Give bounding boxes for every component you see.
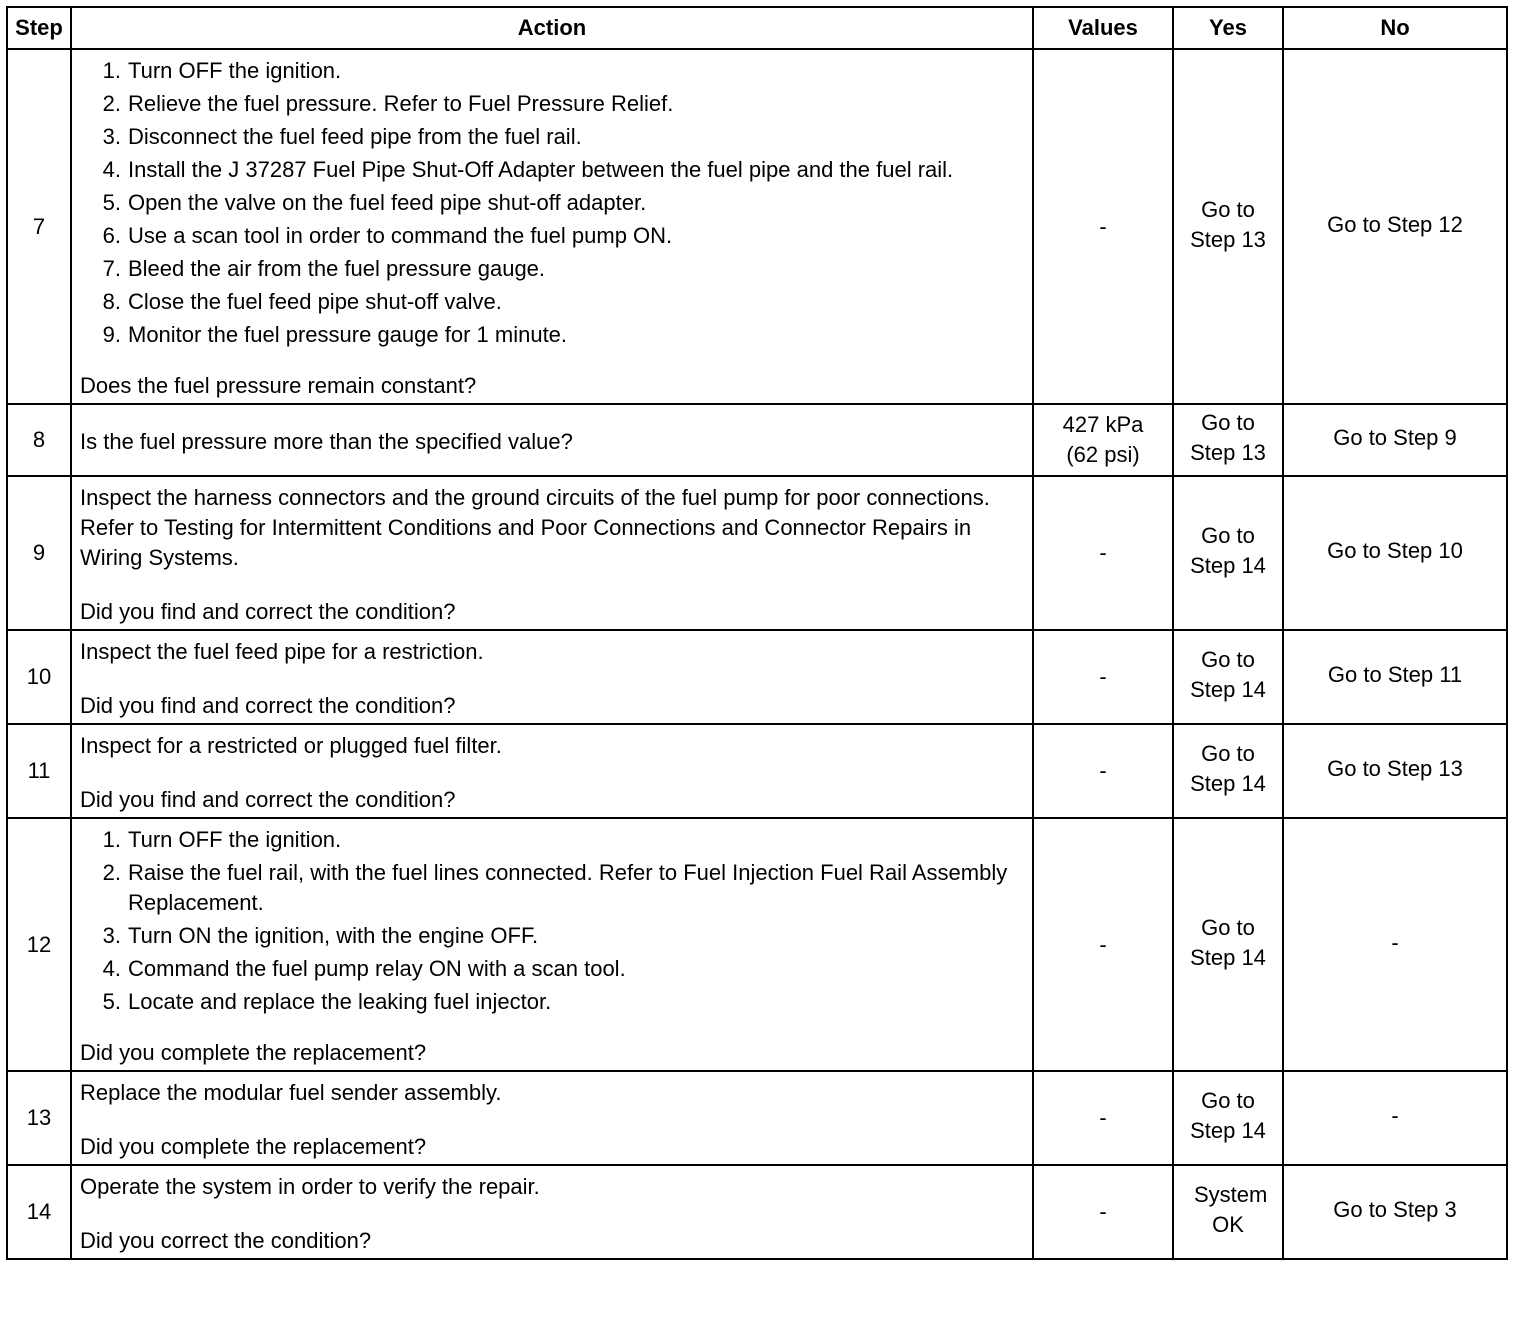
no-link[interactable]: Go to Step 11: [1327, 662, 1463, 687]
action-cell: [71, 724, 1033, 818]
yes-link[interactable]: Go to Step 14: [1190, 647, 1266, 702]
list-item: Locate and replace the leaking fuel injector.: [128, 989, 552, 1014]
header-no: No: [1283, 7, 1507, 49]
no-link[interactable]: Go to Step 3: [1333, 1197, 1457, 1222]
action-list: [80, 56, 1024, 350]
action-cell: [71, 1165, 1033, 1259]
values-cell: -: [1033, 818, 1173, 1071]
step-number: 10: [7, 630, 71, 724]
no-link[interactable]: Go to Step 13: [1327, 756, 1463, 781]
action-cell: [71, 630, 1033, 724]
yes-link[interactable]: Go to Step 14: [1190, 741, 1266, 796]
table-row-step-9: [7, 476, 1507, 630]
table-row-step-13: [7, 1071, 1507, 1165]
no-value: -: [1391, 929, 1399, 955]
step-number: 8: [7, 404, 71, 476]
yes-cell: [1173, 818, 1283, 1071]
no-cell: [1283, 476, 1507, 630]
yes-cell: [1173, 1071, 1283, 1165]
step-number: 7: [7, 49, 71, 404]
list-item: Monitor the fuel pressure gauge for 1 minute.: [128, 322, 568, 347]
no-cell: [1283, 818, 1507, 1071]
action-text: Inspect the fuel feed pipe for a restriction.: [80, 639, 484, 664]
header-yes: Yes: [1173, 7, 1283, 49]
values-cell: -: [1033, 1071, 1173, 1165]
diagnostic-table: [6, 6, 1508, 1260]
no-link[interactable]: Go to Step 12: [1327, 211, 1463, 237]
header-step: Step: [7, 7, 71, 49]
table-row-step-14: [7, 1165, 1507, 1259]
yes-cell: [1173, 49, 1283, 404]
action-question: Did you find and correct the condition?: [80, 599, 456, 624]
yes-cell: [1173, 630, 1283, 724]
list-item: Open the valve on the fuel feed pipe shut-off adapter.: [128, 190, 647, 215]
step-number: 12: [7, 818, 71, 1071]
list-item: Bleed the air from the fuel pressure gauge.: [128, 256, 546, 281]
yes-cell: [1173, 476, 1283, 630]
values-cell: [1033, 404, 1173, 476]
action-question: Did you find and correct the condition?: [80, 693, 456, 718]
step-number: 14: [7, 1165, 71, 1259]
values-cell: -: [1033, 1165, 1173, 1259]
action-cell: [71, 49, 1033, 404]
header-row: [7, 7, 1507, 49]
no-value: -: [1391, 1103, 1399, 1128]
table-row-step-10: [7, 630, 1507, 724]
action-cell: [71, 818, 1033, 1071]
values-cell: -: [1033, 724, 1173, 818]
action-text: Inspect for a restricted or plugged fuel filter.: [80, 733, 502, 758]
action-question: Did you correct the condition?: [80, 1228, 372, 1253]
values-cell: -: [1033, 630, 1173, 724]
list-item: Relieve the fuel pressure. Refer to Fuel Pressure Relief.: [128, 91, 674, 116]
yes-link[interactable]: Go to Step 14: [1190, 1088, 1266, 1143]
action-text: Operate the system in order to verify the repair.: [80, 1174, 540, 1199]
action-cell: [71, 404, 1033, 476]
no-cell: [1283, 724, 1507, 818]
list-item: Raise the fuel rail, with the fuel lines connected. Refer to Fuel Injection Fuel Rail Assembly Replacement.: [128, 860, 1008, 915]
no-link[interactable]: Go to Step 10: [1327, 538, 1463, 563]
step-number: 9: [7, 476, 71, 630]
table-row-step-12: [7, 818, 1507, 1071]
values-cell: -: [1033, 476, 1173, 630]
action-cell: [71, 1071, 1033, 1165]
list-item: Use a scan tool in order to command the fuel pump ON.: [128, 223, 673, 248]
no-cell: [1283, 49, 1507, 404]
action-question: Did you find and correct the condition?: [80, 787, 456, 812]
no-cell: [1283, 1165, 1507, 1259]
list-item: Disconnect the fuel feed pipe from the fuel rail.: [128, 124, 582, 149]
yes-cell: [1173, 724, 1283, 818]
step-number: 11: [7, 724, 71, 818]
list-item: Turn OFF the ignition.: [128, 58, 342, 83]
no-link[interactable]: Go to Step 9: [1333, 425, 1457, 450]
action-text: Replace the modular fuel sender assembly.: [80, 1080, 502, 1105]
list-item: Turn OFF the ignition.: [128, 827, 342, 852]
action-text: Inspect the harness connectors and the ground circuits of the fuel pump for poor connections. Refer to Testing for Intermittent Conditions and Poor Connections and Connector Repairs in Wiring Systems.: [80, 485, 990, 570]
table-row-step-7: [7, 49, 1507, 404]
no-cell: [1283, 630, 1507, 724]
yes-link[interactable]: Go to Step 14: [1190, 523, 1266, 578]
header-values: Values: [1033, 7, 1173, 49]
no-cell: [1283, 404, 1507, 476]
list-item: Command the fuel pump relay ON with a scan tool.: [128, 956, 626, 981]
list-item: Turn ON the ignition, with the engine OFF.: [128, 923, 539, 948]
list-item: Install the J 37287 Fuel Pipe Shut-Off Adapter between the fuel pipe and the fuel rail.: [128, 157, 954, 182]
yes-link[interactable]: Go to Step 14: [1190, 914, 1266, 970]
values-cell: -: [1033, 49, 1173, 404]
values-text: 427 kPa (62 psi): [1062, 412, 1144, 467]
action-cell: [71, 476, 1033, 630]
action-question: Does the fuel pressure remain constant?: [80, 373, 477, 398]
yes-cell: [1173, 404, 1283, 476]
action-text: Is the fuel pressure more than the specified value?: [80, 429, 573, 454]
action-question: Did you complete the replacement?: [80, 1040, 427, 1065]
action-list: [80, 825, 1024, 1017]
action-question: Did you complete the replacement?: [80, 1134, 427, 1159]
header-action: Action: [71, 7, 1033, 49]
yes-cell: [1173, 1165, 1283, 1259]
table-row-step-11: [7, 724, 1507, 818]
yes-link[interactable]: Go to Step 13: [1190, 196, 1266, 252]
table-row-step-8: [7, 404, 1507, 476]
yes-link[interactable]: Go to Step 13: [1190, 410, 1266, 465]
list-item: Close the fuel feed pipe shut-off valve.: [128, 289, 502, 314]
no-cell: [1283, 1071, 1507, 1165]
step-number: 13: [7, 1071, 71, 1165]
yes-status: System OK: [1194, 1182, 1268, 1237]
